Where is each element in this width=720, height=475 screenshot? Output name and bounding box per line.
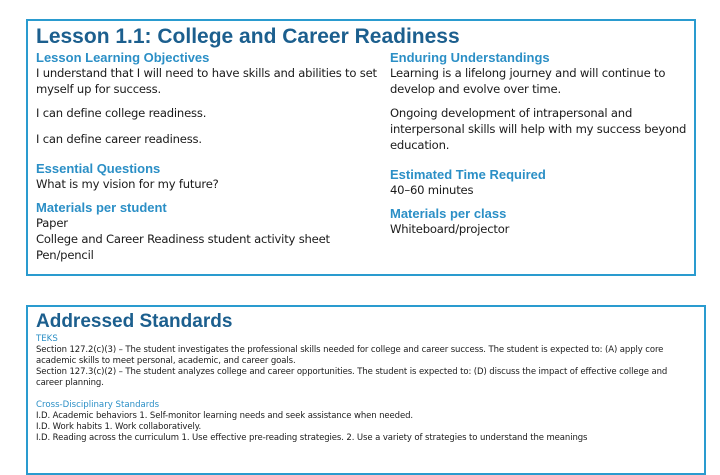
lesson-title: Lesson 1.1: College and Career Readiness (36, 25, 460, 48)
understandings-heading: Enduring Understandings (390, 50, 550, 65)
standard-item: I.D. Academic behaviors 1. Self-monitor learning needs and seek assistance when needed. (36, 411, 414, 421)
standards-title: Addressed Standards (36, 311, 233, 332)
class-material: Whiteboard/projector (390, 222, 510, 236)
standards-box (26, 305, 706, 475)
objectives-heading: Lesson Learning Objectives (36, 50, 210, 65)
material-item: College and Career Readiness student activity sheet (36, 232, 330, 246)
teks-heading: TEKS (36, 334, 58, 344)
materials-student-heading: Materials per student (36, 200, 167, 215)
understanding-item: Ongoing development of intrapersonal and interpersonal skills will help with my success beyond education. (390, 106, 687, 152)
right-column (390, 50, 690, 263)
objective-item: I can define career readiness. (36, 132, 202, 146)
objective-item: I can define college readiness. (36, 106, 207, 120)
left-column (36, 50, 383, 263)
estimated-time: 40–60 minutes (390, 183, 474, 197)
material-item: Paper (36, 216, 68, 230)
cross-disciplinary-heading: Cross-Disciplinary Standards (36, 400, 160, 410)
standard-item: Section 127.2(c)(3) – The student investigates the professional skills needed for college and career success. The student is expected to: (A) apply core academic skills to meet personal, academic, and career goals. (36, 345, 664, 366)
essential-questions-heading: Essential Questions (36, 161, 161, 176)
material-item: Pen/pencil (36, 248, 94, 262)
estimated-time-heading: Estimated Time Required (390, 167, 546, 182)
standard-item: I.D. Work habits 1. Work collaboratively. (36, 422, 202, 432)
standard-item: Section 127.3(c)(2) – The student analyzes college and career opportunities. The student is expected to: (D) discuss the impact of effective college and career planning. (36, 367, 668, 388)
standard-item: I.D. Reading across the curriculum 1. Use effective pre-reading strategies. 2. Use a variety of strategies to understand the meanings (36, 433, 588, 443)
objective-item: I understand that I will need to have skills and abilities to set myself up for success. (36, 66, 377, 96)
materials-class-heading: Materials per class (390, 206, 507, 221)
lesson-overview-box (26, 19, 696, 276)
essential-question: What is my vision for my future? (36, 177, 219, 191)
understanding-item: Learning is a lifelong journey and will continue to develop and evolve over time. (390, 66, 666, 96)
